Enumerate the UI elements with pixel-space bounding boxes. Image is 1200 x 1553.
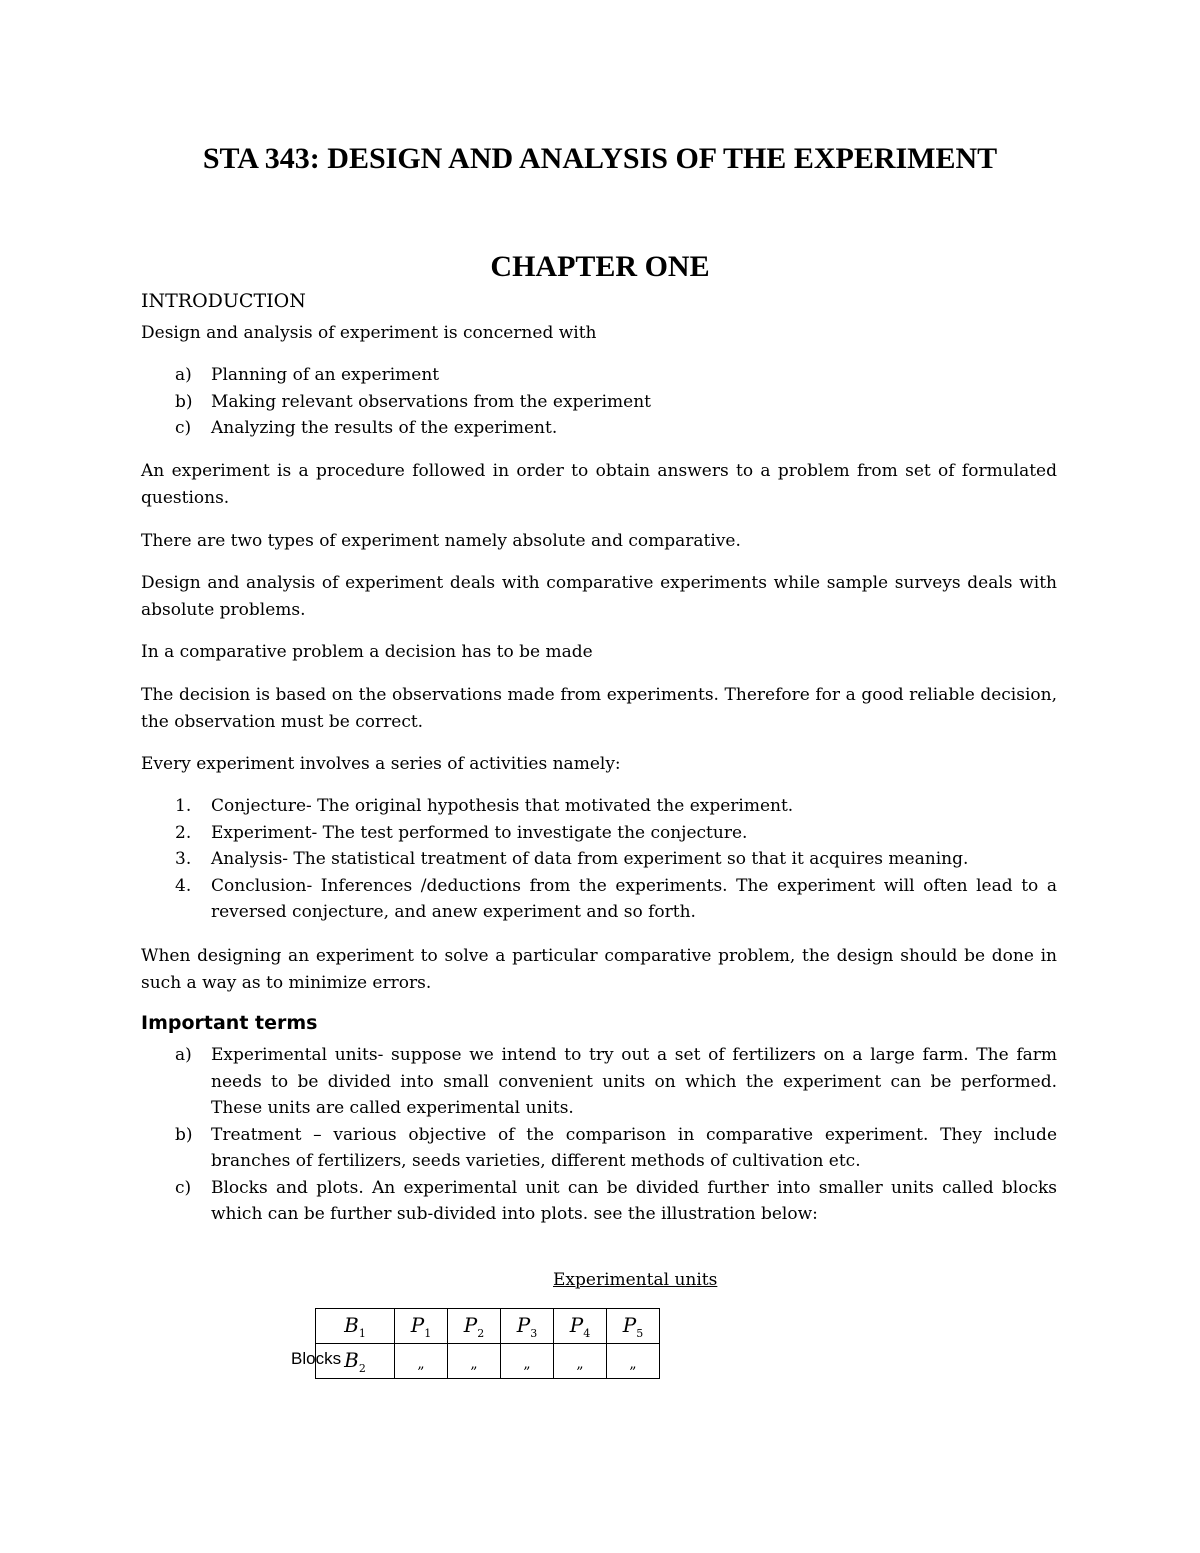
block-cell: $B_2$ (316, 1344, 395, 1379)
list-marker: 1. (175, 796, 192, 816)
intro-lead: Design and analysis of experiment is concerned with (141, 323, 597, 343)
paragraph-comparative: Design and analysis of experiment deals with comparative experiments while sample surveys deals with absolute problems. (141, 573, 1057, 620)
paragraph-experiment-definition: An experiment is a procedure followed in order to obtain answers to a problem from set of formulated questions. (141, 461, 1057, 508)
list-marker: 3. (175, 849, 192, 869)
list-marker: b) (175, 1124, 193, 1145)
list-item-text: Experimental units- suppose we intend to try out a set of fertilizers on a large farm. The farm needs to be divided into small convenient units on which the experiment can be performed. These units are called experimental units. (211, 1045, 1057, 1118)
paragraph-observations: The decision is based on the observations made from experiments. Therefore for a good reliable decision, the observation must be correct. (141, 685, 1057, 732)
chapter-heading: CHAPTER ONE (490, 250, 710, 283)
ditto-cell: „ (501, 1344, 554, 1379)
list-item-text: Conjecture- The original hypothesis that motivated the experiment. (211, 796, 794, 816)
ditto-cell: „ (607, 1344, 660, 1379)
intro-list (141, 362, 1057, 442)
table-row (316, 1309, 660, 1344)
important-terms-heading: Important terms (141, 1012, 318, 1034)
list-item-text: Treatment – various objective of the comparison in comparative experiment. They include branches of fertilizers, seeds varieties, different methods of cultivation etc. (211, 1124, 1057, 1171)
list-item (141, 1122, 1057, 1175)
ditto-cell: „ (554, 1344, 607, 1379)
list-marker: a) (175, 1045, 192, 1065)
list-marker: c) (175, 1177, 192, 1198)
table-row (316, 1344, 660, 1379)
introduction-heading: INTRODUCTION (141, 290, 306, 312)
paragraph-activities-lead: Every experiment involves a series of activities namely: (141, 754, 621, 774)
list-marker: 2. (175, 822, 192, 843)
ditto-cell: „ (448, 1344, 501, 1379)
paragraph-decision: In a comparative problem a decision has to be made (141, 642, 593, 662)
list-item (141, 362, 1057, 389)
list-item-text: Conclusion- Inferences /deductions from the experiments. The experiment will often lead to a reversed conjecture, and anew experiment and so forth. (211, 875, 1057, 922)
list-marker: c) (175, 418, 192, 438)
list-item (141, 793, 1057, 820)
list-item-text: Analysis- The statistical treatment of data from experiment so that it acquires meaning. (211, 849, 969, 869)
list-item-text: Planning of an experiment (211, 365, 440, 385)
illustration-caption: Experimental units (553, 1270, 718, 1290)
activities-list (141, 793, 1057, 926)
plot-cell: $P_4$ (554, 1309, 607, 1344)
list-item (141, 415, 1057, 442)
list-item (141, 389, 1057, 416)
list-item (141, 846, 1057, 873)
list-item (141, 1042, 1057, 1122)
list-item-text: Making relevant observations from the experiment (211, 391, 652, 412)
list-item (141, 1175, 1057, 1228)
list-item-text: Analyzing the results of the experiment. (211, 418, 558, 438)
paragraph-closing: When designing an experiment to solve a particular comparative problem, the design should be done in such a way as to minimize errors. (141, 946, 1057, 993)
list-item-text: Experiment- The test performed to investigate the conjecture. (211, 822, 748, 843)
list-marker: 4. (175, 875, 192, 896)
blocks-label: Blocks (291, 1349, 342, 1368)
block-cell: $B_1$ (316, 1309, 395, 1344)
list-item (141, 873, 1057, 926)
list-marker: b) (175, 391, 193, 412)
plot-cell: $P_2$ (448, 1309, 501, 1344)
list-item (141, 820, 1057, 847)
plot-cell: $P_5$ (607, 1309, 660, 1344)
terms-list (141, 1042, 1057, 1228)
list-marker: a) (175, 365, 192, 385)
experimental-units-table (315, 1308, 660, 1379)
paragraph-experiment-types: There are two types of experiment namely absolute and comparative. (141, 531, 741, 551)
plot-cell: $P_3$ (501, 1309, 554, 1344)
ditto-cell: „ (395, 1344, 448, 1379)
list-item-text: Blocks and plots. An experimental unit can be divided further into smaller units called blocks which can be further sub-divided into plots. see the illustration below: (211, 1177, 1057, 1224)
document-title: STA 343: DESIGN AND ANALYSIS OF THE EXPERIMENT (202, 142, 998, 175)
plot-cell: $P_1$ (395, 1309, 448, 1344)
